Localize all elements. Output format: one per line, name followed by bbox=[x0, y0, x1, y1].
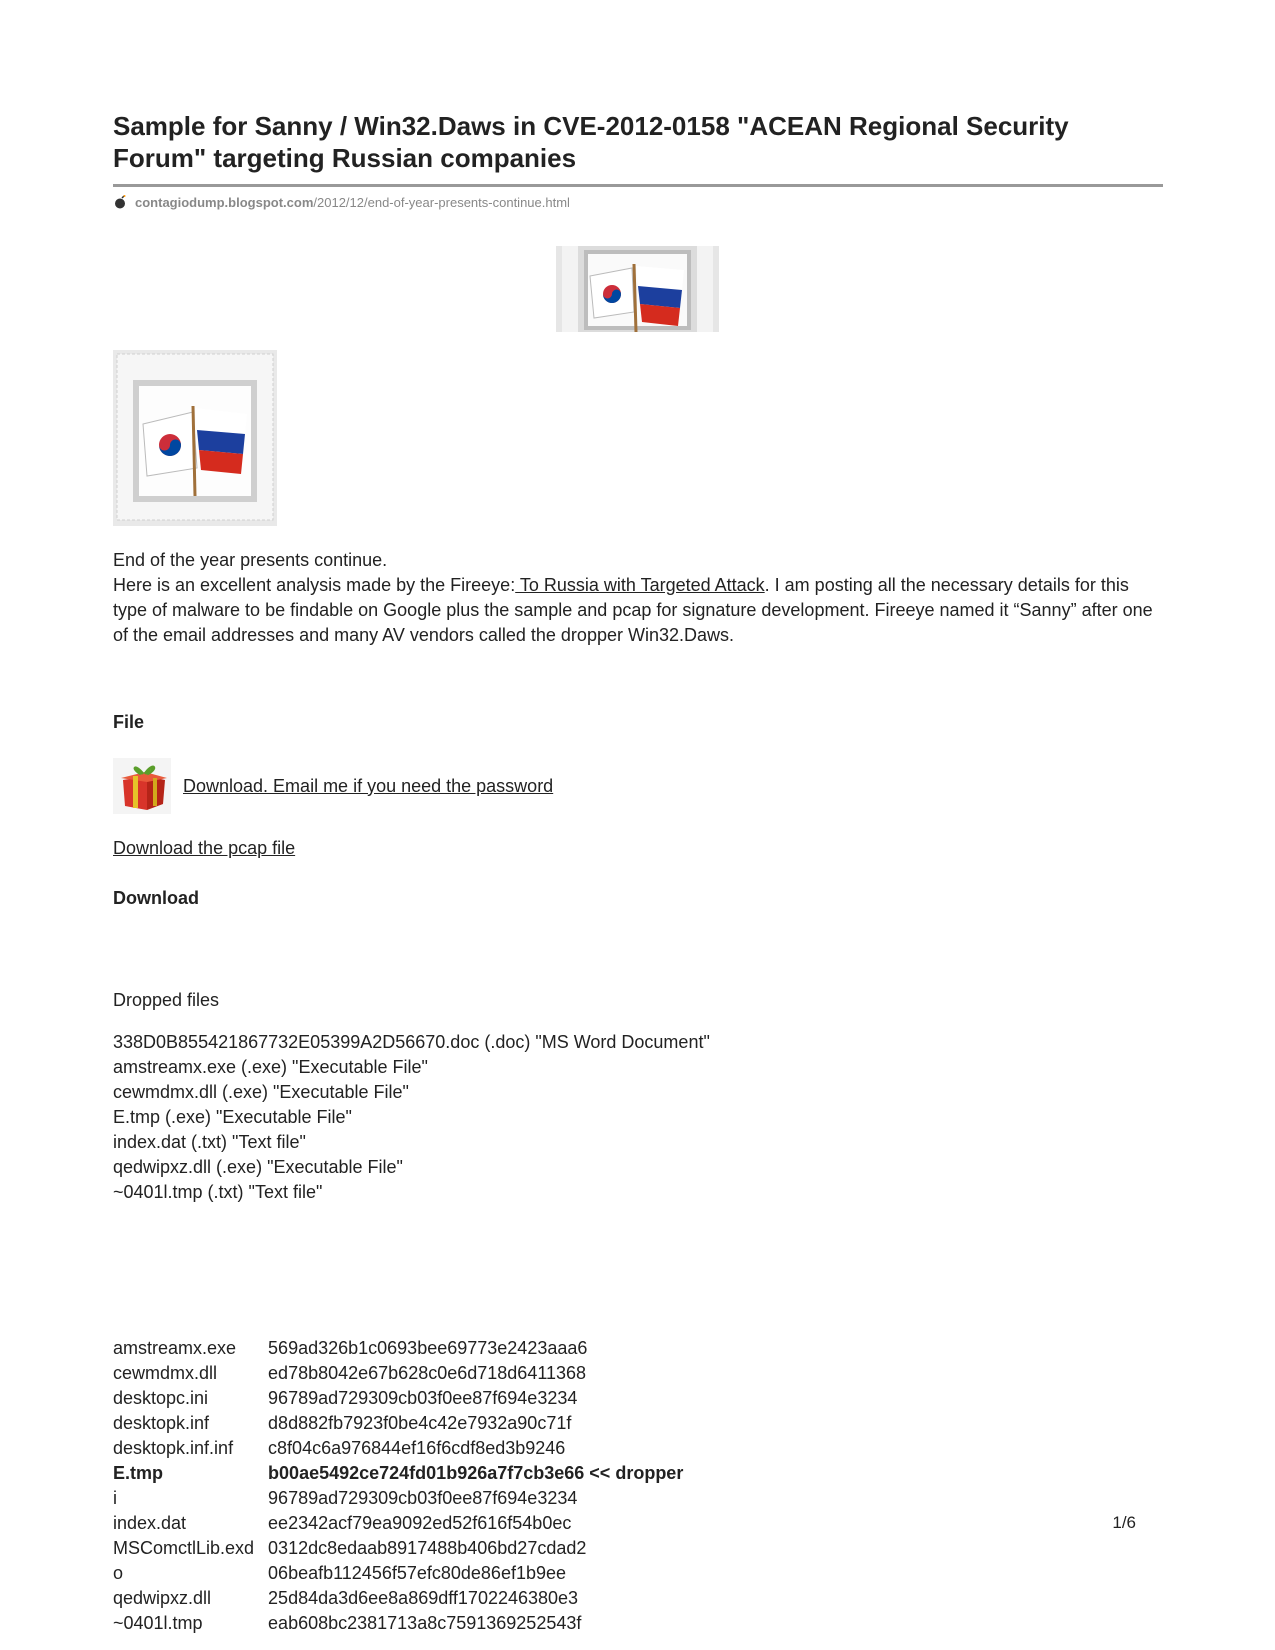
file-name: desktopk.inf bbox=[113, 1413, 210, 1433]
file-hash bbox=[268, 1561, 683, 1586]
table-row bbox=[113, 1461, 683, 1486]
file-name: cewmdmx.dll bbox=[113, 1363, 218, 1383]
intro-before-link: Here is an excellent analysis made by the Fireeye: bbox=[113, 575, 516, 595]
hash-value: 0312dc8edaab8917488b406bd27cdad2 bbox=[268, 1538, 587, 1558]
pcap-download-link[interactable]: Download the pcap file bbox=[113, 838, 296, 858]
file-name: qedwipxz.dll bbox=[113, 1588, 212, 1608]
hash-value: 25d84da3d6ee8a869dff1702246380e3 bbox=[268, 1588, 579, 1608]
table-row bbox=[113, 1586, 683, 1611]
table-row bbox=[113, 1336, 683, 1361]
hash-value: 569ad326b1c0693bee69773e2423aaa6 bbox=[268, 1338, 588, 1358]
intro-after-link: . I am posting all the necessary details for this type of malware to be findable on Google plus the sample and pcap for signature development. Fireeye named it “Sanny” after one of the email addresses and many AV vendors called the dropper Win32.Daws. bbox=[113, 575, 1153, 645]
list-item: E.tmp (.exe) "Executable File" bbox=[113, 1107, 352, 1127]
file-hash bbox=[268, 1361, 683, 1386]
file-hash bbox=[268, 1336, 683, 1361]
file-name: i bbox=[113, 1488, 117, 1508]
file-name: E.tmp bbox=[113, 1463, 164, 1483]
file-hash bbox=[268, 1486, 683, 1511]
list-item: amstreamx.exe (.exe) "Executable File" bbox=[113, 1057, 428, 1077]
table-row bbox=[113, 1536, 683, 1561]
list-item: ~0401l.tmp (.txt) "Text file" bbox=[113, 1182, 323, 1202]
table-row bbox=[113, 1611, 683, 1636]
file-name: MSComctlLib.exd bbox=[113, 1538, 255, 1558]
table-row bbox=[113, 1561, 683, 1586]
hash-note: << dropper bbox=[584, 1463, 684, 1483]
dropped-files-heading: Dropped files bbox=[113, 990, 220, 1010]
dropped-files-list bbox=[113, 1030, 710, 1205]
intro-paragraph bbox=[113, 573, 1163, 648]
file-name: desktopk.inf.inf bbox=[113, 1438, 234, 1458]
file-hash bbox=[268, 1586, 683, 1611]
gift-icon bbox=[113, 758, 171, 814]
file-name: amstreamx.exe bbox=[113, 1338, 237, 1358]
list-item: 338D0B855421867732E05399A2D56670.doc (.doc) "MS Word Document" bbox=[113, 1032, 710, 1052]
table-row bbox=[113, 1386, 683, 1411]
hash-value: d8d882fb7923f0be4c42e7932a90c71f bbox=[268, 1413, 572, 1433]
hash-table bbox=[113, 1336, 683, 1636]
intro-line-1: End of the year presents continue. bbox=[113, 550, 388, 570]
file-name: o bbox=[113, 1563, 124, 1583]
table-row bbox=[113, 1411, 683, 1436]
page-title: Sample for Sanny / Win32.Daws in CVE-2012-0158 "ACEAN Regional Security Forum" targeting Russian companies bbox=[113, 111, 1069, 173]
file-hash bbox=[268, 1511, 683, 1536]
hash-value: 06beafb112456f57efc80de86ef1b9ee bbox=[268, 1563, 567, 1583]
download-heading: Download bbox=[113, 888, 199, 908]
title-divider bbox=[113, 184, 1163, 187]
intro-text bbox=[113, 548, 1163, 648]
file-hash bbox=[268, 1411, 683, 1436]
source-line bbox=[113, 193, 1163, 211]
list-item: qedwipxz.dll (.exe) "Executable File" bbox=[113, 1157, 403, 1177]
file-name: desktopc.ini bbox=[113, 1388, 209, 1408]
list-item: index.dat (.txt) "Text file" bbox=[113, 1132, 306, 1152]
file-hash bbox=[268, 1611, 683, 1636]
page-number: 1/6 bbox=[1112, 1513, 1136, 1532]
fireeye-analysis-link[interactable]: To Russia with Targeted Attack bbox=[515, 575, 765, 595]
hash-value: 96789ad729309cb03f0ee87f694e3234 bbox=[268, 1488, 578, 1508]
table-row bbox=[113, 1486, 683, 1511]
bomb-icon bbox=[113, 195, 127, 209]
file-name: ~0401l.tmp bbox=[113, 1613, 203, 1633]
hash-value: 96789ad729309cb03f0ee87f694e3234 bbox=[268, 1388, 578, 1408]
hash-value: c8f04c6a976844ef16f6cdf8ed3b9246 bbox=[268, 1438, 566, 1458]
file-heading: File bbox=[113, 712, 145, 732]
file-hash bbox=[268, 1386, 683, 1411]
hash-value: ed78b8042e67b628c0e6d718d6411368 bbox=[268, 1363, 587, 1383]
article bbox=[113, 110, 1163, 1633]
korea-russia-flags-image bbox=[113, 350, 277, 526]
source-url-link[interactable] bbox=[135, 195, 570, 210]
file-hash bbox=[268, 1536, 683, 1561]
sample-download-link[interactable]: Download. Email me if you need the password bbox=[183, 775, 554, 796]
file-hash bbox=[268, 1436, 683, 1461]
list-item: cewmdmx.dll (.exe) "Executable File" bbox=[113, 1082, 409, 1102]
source-domain: contagiodump.blogspot.com bbox=[135, 194, 314, 210]
file-hash bbox=[268, 1461, 683, 1486]
download-row bbox=[113, 758, 553, 814]
file-name: index.dat bbox=[113, 1513, 187, 1533]
table-row bbox=[113, 1361, 683, 1386]
source-path: /2012/12/end-of-year-presents-continue.html bbox=[313, 194, 570, 210]
table-row bbox=[113, 1436, 683, 1461]
korea-russia-flags-image bbox=[556, 246, 719, 332]
hash-value: ee2342acf79ea9092ed52f616f54b0ec bbox=[268, 1513, 572, 1533]
table-row bbox=[113, 1511, 683, 1536]
hash-value: eab608bc2381713a8c7591369252543f bbox=[268, 1613, 582, 1633]
hash-value: b00ae5492ce724fd01b926a7f7cb3e66 bbox=[268, 1463, 585, 1483]
